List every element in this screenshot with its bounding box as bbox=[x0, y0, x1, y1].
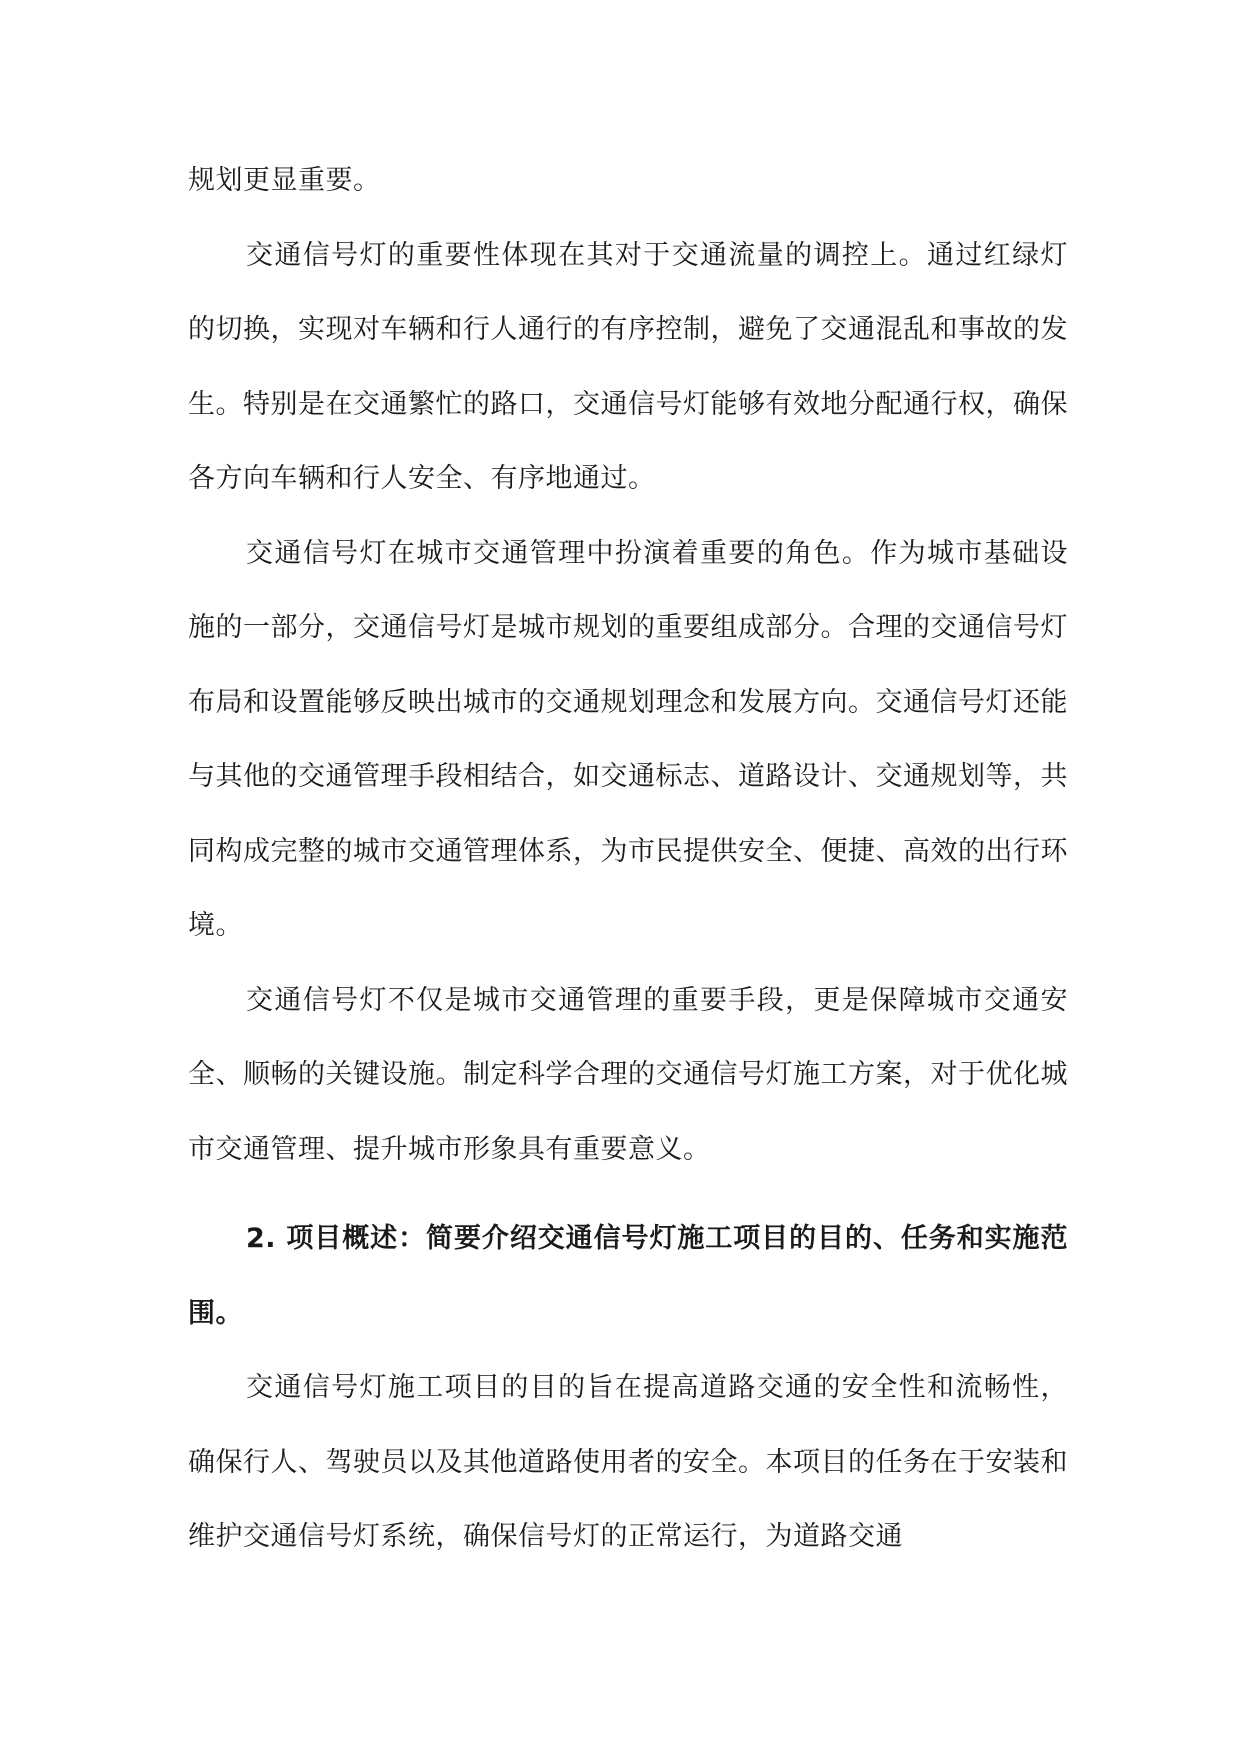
section-heading: 2. 项目概述：简要介绍交通信号灯施工项目的目的、任务和实施范围。 bbox=[188, 1223, 1068, 1329]
document-body bbox=[188, 144, 1068, 1575]
paragraph-importance: 交通信号灯的重要性体现在其对于交通流量的调控上。通过红绿灯的切换，实现对车辆和行人通行的有序控制，避免了交通混乱和事故的发生。特别是在交通繁忙的路口，交通信号灯能够有效地分配通行权，确保各方向车辆和行人安全、有序地通过。 bbox=[188, 239, 1068, 494]
paragraph-role: 交通信号灯在城市交通管理中扮演着重要的角色。作为城市基础设施的一部分，交通信号灯是城市规划的重要组成部分。合理的交通信号灯布局和设置能够反映出城市的交通规划理念和发展方向。交通信号灯还能与其他的交通管理手段相结合，如交通标志、道路设计、交通规划等，共同构成完整的城市交通管理体系，为市民提供安全、便捷、高效的出行环境。 bbox=[188, 537, 1068, 941]
paragraph-project-purpose: 交通信号灯施工项目的目的旨在提高道路交通的安全性和流畅性，确保行人、驾驶员以及其他道路使用者的安全。本项目的任务在于安装和维护交通信号灯系统，确保信号灯的正常运行，为道路交通 bbox=[188, 1372, 1068, 1552]
paragraph-continuation: 规划更显重要。 bbox=[188, 165, 381, 196]
paragraph-significance: 交通信号灯不仅是城市交通管理的重要手段，更是保障城市交通安全、顺畅的关键设施。制定科学合理的交通信号灯施工方案，对于优化城市交通管理、提升城市形象具有重要意义。 bbox=[188, 984, 1068, 1165]
